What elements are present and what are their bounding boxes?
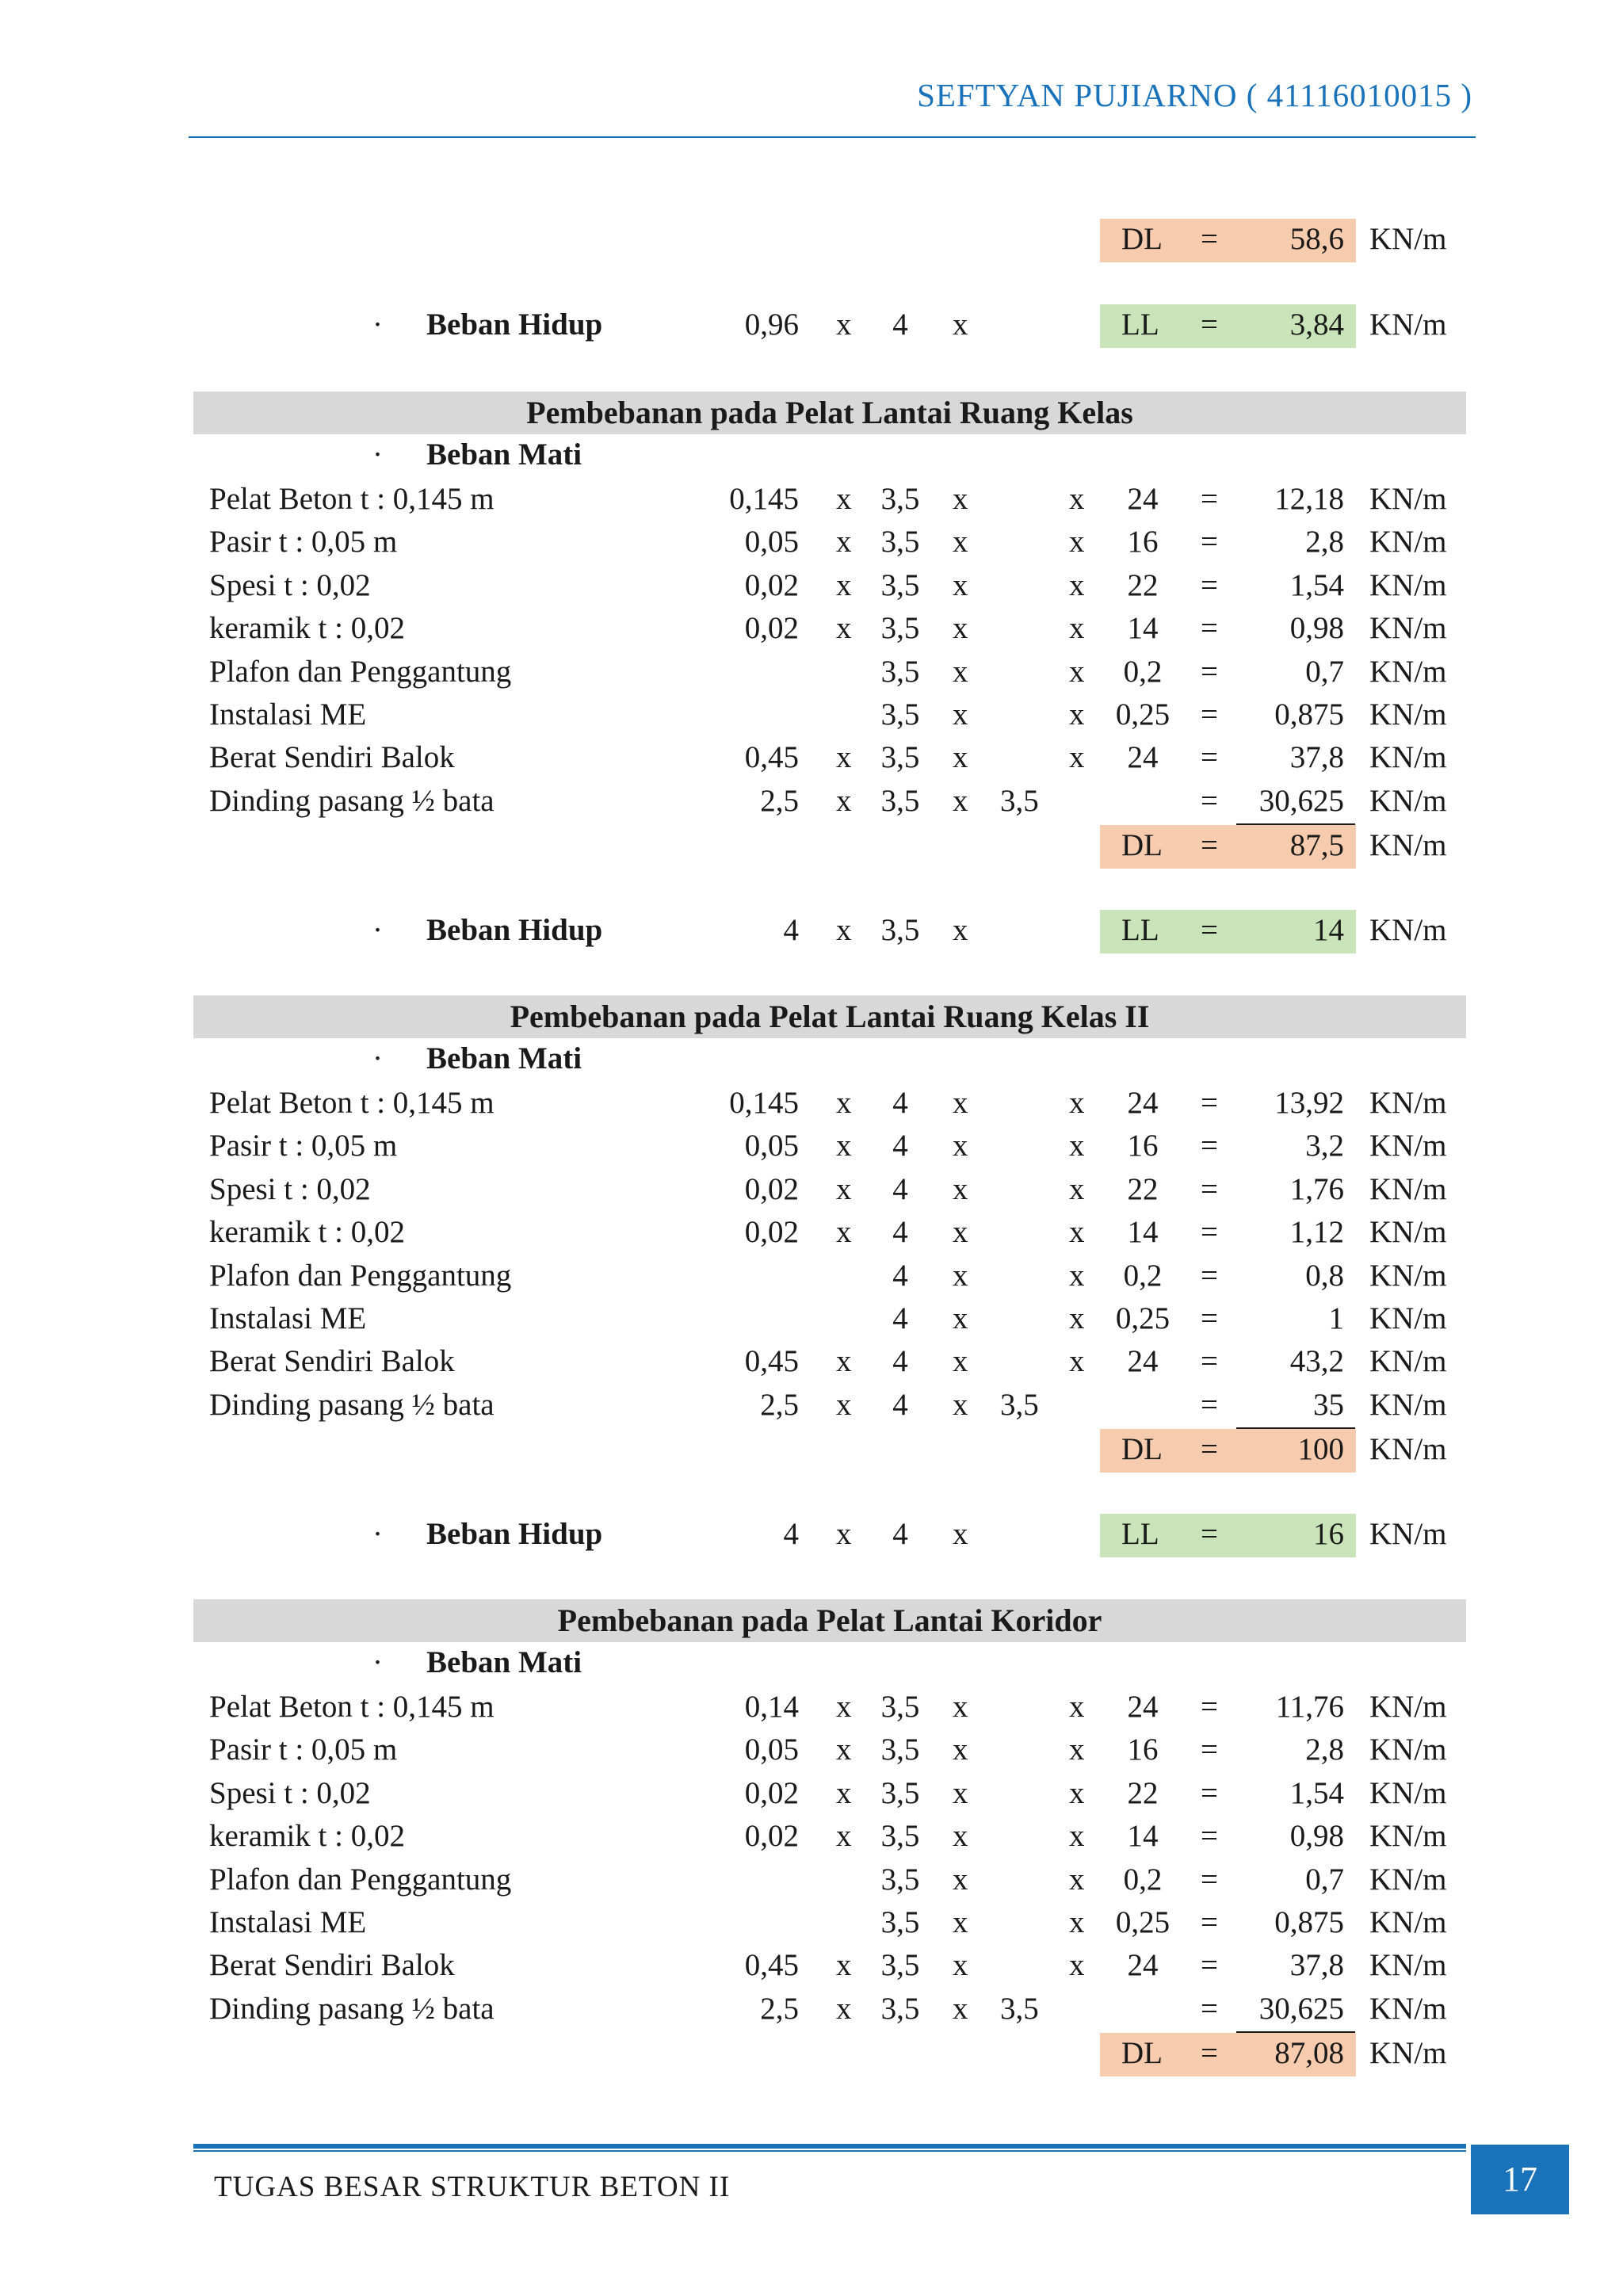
times-sign: x <box>836 1775 852 1810</box>
times-sign: x <box>953 567 968 602</box>
times-sign: x <box>836 1215 852 1250</box>
item-label: Pasir t : 0,05 m <box>209 1733 398 1767</box>
dl-label: DL <box>1121 828 1163 863</box>
table-row: Berat Sendiri Balok 0,45 x 3,5 x x 24 = 37,8 KN/m <box>0 1945 1623 1986</box>
table-row: Dinding pasang ½ bata 2,5 x 3,5 x 3,5 = 30,625 KN/m <box>0 781 1623 822</box>
equals-sign: = <box>1201 308 1218 342</box>
unit-label: KN/m <box>1369 1733 1447 1767</box>
result-value: 37,8 <box>1289 1948 1344 1983</box>
dead-load-label: Beban Mati <box>426 1645 582 1679</box>
unit-label: KN/m <box>1369 1690 1447 1724</box>
unit-label: KN/m <box>1369 1862 1447 1897</box>
result-value: 12,18 <box>1274 482 1344 516</box>
unit-label: KN/m <box>1369 740 1447 775</box>
result-value: 35 <box>1313 1387 1344 1422</box>
times-sign: x <box>836 1086 852 1120</box>
unit-label: KN/m <box>1369 1086 1447 1120</box>
equals-sign: = <box>1201 654 1218 689</box>
unit-label: KN/m <box>1369 1517 1447 1551</box>
unit-label: KN/m <box>1369 1301 1447 1335</box>
equals-sign: = <box>1201 1991 1218 2026</box>
times-sign: x <box>836 1991 852 2026</box>
unit-label: KN/m <box>1369 913 1447 947</box>
item-label: Berat Sendiri Balok <box>209 1948 455 1983</box>
dead-load-heading-row <box>0 1038 1623 1079</box>
dl-total-row <box>0 825 1623 866</box>
times-sign: x <box>836 1387 852 1422</box>
dl-total-row <box>0 1429 1623 1470</box>
times-sign: x <box>953 308 968 342</box>
unit-label: KN/m <box>1369 1905 1447 1939</box>
table-row: Spesi t : 0,02 0,02 x 3,5 x x 22 = 1,54 KN/m <box>0 565 1623 606</box>
unit-label: KN/m <box>1369 1991 1447 2026</box>
table-row: Plafon dan Penggantung 4 x x 0,2 = 0,8 KN/m <box>0 1255 1623 1297</box>
times-sign: x <box>836 1129 852 1163</box>
equals-sign: = <box>1201 1517 1218 1551</box>
times-sign: x <box>836 611 852 646</box>
thickness-value: 0,02 <box>744 1215 799 1250</box>
table-row: Berat Sendiri Balok 0,45 x 3,5 x x 24 = 37,8 KN/m <box>0 737 1623 778</box>
times-sign: x <box>1069 482 1085 516</box>
footer-rule-thick <box>193 2144 1466 2149</box>
unit-label: KN/m <box>1369 1775 1447 1810</box>
result-value: 37,8 <box>1289 740 1344 775</box>
table-row: Instalasi ME 3,5 x x 0,25 = 0,875 KN/m <box>0 694 1623 735</box>
equals-sign: = <box>1201 697 1218 732</box>
times-sign: x <box>836 525 852 560</box>
times-sign: x <box>953 1690 968 1724</box>
times-sign: x <box>953 697 968 732</box>
item-label: keramik t : 0,02 <box>209 1215 405 1250</box>
item-label: Pelat Beton t : 0,145 m <box>209 1690 495 1724</box>
thickness-value: 0,145 <box>729 1086 799 1120</box>
author-header: SEFTYAN PUJIARNO ( 41116010015 ) <box>917 77 1472 113</box>
result-value: 13,92 <box>1274 1086 1344 1120</box>
equals-sign: = <box>1201 1432 1218 1467</box>
times-sign: x <box>953 1733 968 1767</box>
times-sign: x <box>1069 1171 1085 1206</box>
equals-sign: = <box>1201 1819 1218 1854</box>
equals-sign: = <box>1201 1215 1218 1250</box>
result-value: 1,54 <box>1289 567 1344 602</box>
item-label: Spesi t : 0,02 <box>209 1171 371 1206</box>
table-row: Plafon dan Penggantung 3,5 x x 0,2 = 0,7 KN/m <box>0 1859 1623 1901</box>
live-load-label: Beban Hidup <box>426 913 603 947</box>
times-sign: x <box>953 740 968 775</box>
footer-rule-thin <box>193 2150 1466 2152</box>
times-sign: x <box>1069 654 1085 689</box>
equals-sign: = <box>1201 482 1218 516</box>
item-label: Berat Sendiri Balok <box>209 740 455 775</box>
item-label: Instalasi ME <box>209 1301 367 1335</box>
item-label: Spesi t : 0,02 <box>209 567 371 602</box>
live-load-label: Beban Hidup <box>426 1517 603 1551</box>
equals-sign: = <box>1201 1129 1218 1163</box>
unit-label: KN/m <box>1369 1948 1447 1983</box>
times-sign: x <box>1069 1129 1085 1163</box>
times-sign: x <box>953 1086 968 1120</box>
unit-label: KN/m <box>1369 525 1447 560</box>
times-sign: x <box>953 1215 968 1250</box>
times-sign: x <box>1069 1819 1085 1854</box>
table-row: keramik t : 0,02 0,02 x 4 x x 14 = 1,12 KN/m <box>0 1212 1623 1253</box>
section-title: Pembebanan pada Pelat Lantai Ruang Kelas II <box>193 995 1466 1038</box>
thickness-value: 2,5 <box>760 783 799 818</box>
table-row: Instalasi ME 3,5 x x 0,25 = 0,875 KN/m <box>0 1902 1623 1943</box>
times-sign: x <box>1069 1258 1085 1293</box>
thickness-value: 0,14 <box>744 1690 799 1724</box>
unit-label: KN/m <box>1369 1432 1447 1467</box>
table-row: keramik t : 0,02 0,02 x 3,5 x x 14 = 0,98 KN/m <box>0 608 1623 649</box>
live-load-row: LL = 16 KN/m · Beban Hidup 4 x 4 x <box>0 1514 1623 1555</box>
times-sign: x <box>1069 1690 1085 1724</box>
equals-sign: = <box>1201 913 1218 947</box>
result-value: 1,54 <box>1289 1775 1344 1810</box>
times-sign: x <box>953 1171 968 1206</box>
table-row: keramik t : 0,02 0,02 x 3,5 x x 14 = 0,98 KN/m <box>0 1816 1623 1857</box>
table-row: Berat Sendiri Balok 0,45 x 4 x x 24 = 43,2 KN/m <box>0 1341 1623 1382</box>
times-sign: x <box>1069 567 1085 602</box>
live-load-row: LL = 3,84 KN/m · Beban Hidup 0,96 x 4 x <box>0 304 1623 346</box>
bullet-icon: · <box>372 1041 383 1075</box>
times-sign: x <box>953 1905 968 1939</box>
times-sign: x <box>836 783 852 818</box>
result-value: 43,2 <box>1289 1344 1344 1379</box>
times-sign: x <box>953 1387 968 1422</box>
result-value: 3,2 <box>1305 1129 1344 1163</box>
dl-label: DL <box>1121 222 1163 256</box>
times-sign: x <box>836 913 852 947</box>
result-value: 0,7 <box>1305 1862 1344 1897</box>
item-label: Plafon dan Penggantung <box>209 1258 512 1293</box>
table-row: Dinding pasang ½ bata 2,5 x 3,5 x 3,5 = 30,625 KN/m <box>0 1988 1623 2030</box>
times-sign: x <box>836 308 852 342</box>
dead-load-label: Beban Mati <box>426 437 582 472</box>
unit-label: KN/m <box>1369 308 1447 342</box>
table-row: Pelat Beton t : 0,145 m 0,145 x 4 x x 24 = 13,92 KN/m <box>0 1083 1623 1124</box>
unit-label: KN/m <box>1369 1171 1447 1206</box>
equals-sign: = <box>1201 828 1218 863</box>
unit-label: KN/m <box>1369 1344 1447 1379</box>
item-label: Instalasi ME <box>209 1905 367 1939</box>
item-label: Dinding pasang ½ bata <box>209 1991 495 2026</box>
height-value: 3,5 <box>1000 1387 1039 1422</box>
times-sign: x <box>1069 740 1085 775</box>
times-sign: x <box>953 783 968 818</box>
factor-value: 0,96 <box>744 308 799 342</box>
unit-label: KN/m <box>1369 1258 1447 1293</box>
unit-label: KN/m <box>1369 222 1447 256</box>
thickness-value: 0,145 <box>729 482 799 516</box>
live-load-label: Beban Hidup <box>426 308 603 342</box>
dl-value: 100 <box>1297 1432 1344 1467</box>
item-label: Pelat Beton t : 0,145 m <box>209 1086 495 1120</box>
ll-value: 16 <box>1313 1517 1344 1551</box>
result-value: 1,76 <box>1289 1171 1344 1206</box>
table-row: Pasir t : 0,05 m 0,05 x 3,5 x x 16 = 2,8 KN/m <box>0 1729 1623 1771</box>
equals-sign: = <box>1201 1775 1218 1810</box>
times-sign: x <box>953 611 968 646</box>
times-sign: x <box>953 1517 968 1551</box>
equals-sign: = <box>1201 740 1218 775</box>
unit-label: KN/m <box>1369 1819 1447 1854</box>
result-value: 30,625 <box>1258 783 1344 818</box>
result-value: 11,76 <box>1275 1690 1344 1724</box>
times-sign: x <box>953 1775 968 1810</box>
unit-label: KN/m <box>1369 611 1447 646</box>
equals-sign: = <box>1201 783 1218 818</box>
result-value: 0,8 <box>1305 1258 1344 1293</box>
section-title: Pembebanan pada Pelat Lantai Koridor <box>193 1599 1466 1642</box>
result-value: 2,8 <box>1305 1733 1344 1767</box>
equals-sign: = <box>1201 2036 1218 2071</box>
times-sign: x <box>836 1344 852 1379</box>
table-row: Spesi t : 0,02 0,02 x 4 x x 22 = 1,76 KN/m <box>0 1169 1623 1210</box>
equals-sign: = <box>1201 222 1218 256</box>
result-value: 0,875 <box>1274 1905 1344 1939</box>
item-label: Plafon dan Penggantung <box>209 654 512 689</box>
dl-value: 87,08 <box>1274 2036 1344 2071</box>
equals-sign: = <box>1201 525 1218 560</box>
equals-sign: = <box>1201 611 1218 646</box>
result-value: 2,8 <box>1305 525 1344 560</box>
thickness-value: 0,02 <box>744 567 799 602</box>
item-label: Spesi t : 0,02 <box>209 1775 371 1810</box>
unit-label: KN/m <box>1369 1215 1447 1250</box>
times-sign: x <box>836 482 852 516</box>
thickness-value: 0,05 <box>744 525 799 560</box>
times-sign: x <box>836 1171 852 1206</box>
times-sign: x <box>1069 1948 1085 1983</box>
bullet-icon: · <box>372 1645 383 1679</box>
unit-label: KN/m <box>1369 654 1447 689</box>
table-row: Instalasi ME 4 x x 0,25 = 1 KN/m <box>0 1298 1623 1339</box>
page-number: 17 <box>1471 2145 1569 2214</box>
table-row: Dinding pasang ½ bata 2,5 x 4 x 3,5 = 35 KN/m <box>0 1385 1623 1426</box>
times-sign: x <box>953 1258 968 1293</box>
times-sign: x <box>953 1948 968 1983</box>
thickness-value: 0,02 <box>744 611 799 646</box>
thickness-value: 0,45 <box>744 1948 799 1983</box>
result-value: 0,7 <box>1305 654 1344 689</box>
result-value: 30,625 <box>1258 1991 1344 2026</box>
times-sign: x <box>953 525 968 560</box>
times-sign: x <box>836 1948 852 1983</box>
height-value: 3,5 <box>1000 1991 1039 2026</box>
bullet-icon: · <box>372 1517 383 1551</box>
section-title: Pembebanan pada Pelat Lantai Ruang Kelas <box>193 392 1466 434</box>
bullet-icon: · <box>372 913 383 947</box>
ll-value: 14 <box>1313 913 1344 947</box>
item-label: Pasir t : 0,05 m <box>209 525 398 560</box>
times-sign: x <box>836 1690 852 1724</box>
times-sign: x <box>1069 1215 1085 1250</box>
equals-sign: = <box>1201 1344 1218 1379</box>
times-sign: x <box>1069 1086 1085 1120</box>
dl-total-row <box>0 2033 1623 2074</box>
bullet-icon: · <box>372 437 383 472</box>
result-value: 0,875 <box>1274 697 1344 732</box>
times-sign: x <box>836 1517 852 1551</box>
result-value: 1 <box>1328 1301 1344 1335</box>
dead-load-heading-row <box>0 1642 1623 1683</box>
equals-sign: = <box>1201 1733 1218 1767</box>
table-row: Pasir t : 0,05 m 0,05 x 3,5 x x 16 = 2,8 KN/m <box>0 521 1623 563</box>
live-load-row: LL = 14 KN/m · Beban Hidup 4 x 3,5 x <box>0 910 1623 951</box>
thickness-value: 0,45 <box>744 1344 799 1379</box>
times-sign: x <box>953 1301 968 1335</box>
dl-total-row <box>0 219 1623 260</box>
times-sign: x <box>1069 1344 1085 1379</box>
equals-sign: = <box>1201 1171 1218 1206</box>
unit-label: KN/m <box>1369 1129 1447 1163</box>
dl-label: DL <box>1121 1432 1163 1467</box>
item-label: Berat Sendiri Balok <box>209 1344 455 1379</box>
dead-load-label: Beban Mati <box>426 1041 582 1075</box>
table-row: Pelat Beton t : 0,145 m 0,14 x 3,5 x x 24 = 11,76 KN/m <box>0 1687 1623 1728</box>
ll-label: LL <box>1121 1517 1159 1551</box>
result-value: 1,12 <box>1289 1215 1344 1250</box>
thickness-value: 2,5 <box>760 1387 799 1422</box>
thickness-value: 0,05 <box>744 1129 799 1163</box>
times-sign: x <box>953 1862 968 1897</box>
times-sign: x <box>1069 1862 1085 1897</box>
equals-sign: = <box>1201 1086 1218 1120</box>
equals-sign: = <box>1201 1258 1218 1293</box>
times-sign: x <box>836 740 852 775</box>
thickness-value: 0,02 <box>744 1171 799 1206</box>
item-label: Pelat Beton t : 0,145 m <box>209 482 495 516</box>
thickness-value: 0,02 <box>744 1775 799 1810</box>
factor-value: 4 <box>783 913 799 947</box>
ll-value: 3,84 <box>1289 308 1344 342</box>
dl-label: DL <box>1121 2036 1163 2071</box>
times-sign: x <box>1069 1733 1085 1767</box>
unit-label: KN/m <box>1369 828 1447 863</box>
item-label: Instalasi ME <box>209 697 367 732</box>
item-label: Plafon dan Penggantung <box>209 1862 512 1897</box>
equals-sign: = <box>1201 567 1218 602</box>
times-sign: x <box>953 1991 968 2026</box>
times-sign: x <box>1069 697 1085 732</box>
height-value: 3,5 <box>1000 783 1039 818</box>
table-row: Pelat Beton t : 0,145 m 0,145 x 3,5 x x 24 = 12,18 KN/m <box>0 479 1623 520</box>
table-row: Pasir t : 0,05 m 0,05 x 4 x x 16 = 3,2 KN/m <box>0 1125 1623 1167</box>
times-sign: x <box>953 1129 968 1163</box>
equals-sign: = <box>1201 1862 1218 1897</box>
equals-sign: = <box>1201 1301 1218 1335</box>
item-label: keramik t : 0,02 <box>209 1819 405 1854</box>
times-sign: x <box>953 1344 968 1379</box>
times-sign: x <box>836 1733 852 1767</box>
times-sign: x <box>953 1819 968 1854</box>
item-label: Dinding pasang ½ bata <box>209 1387 495 1422</box>
unit-label: KN/m <box>1369 697 1447 732</box>
equals-sign: = <box>1201 1948 1218 1983</box>
unit-label: KN/m <box>1369 567 1447 602</box>
result-value: 0,98 <box>1289 611 1344 646</box>
item-label: Dinding pasang ½ bata <box>209 783 495 818</box>
table-row: Spesi t : 0,02 0,02 x 3,5 x x 22 = 1,54 KN/m <box>0 1773 1623 1814</box>
times-sign: x <box>1069 1301 1085 1335</box>
table-row: Plafon dan Penggantung 3,5 x x 0,2 = 0,7 KN/m <box>0 651 1623 693</box>
times-sign: x <box>836 567 852 602</box>
thickness-value: 0,05 <box>744 1733 799 1767</box>
unit-label: KN/m <box>1369 482 1447 516</box>
equals-sign: = <box>1201 1387 1218 1422</box>
unit-label: KN/m <box>1369 783 1447 818</box>
times-sign: x <box>953 654 968 689</box>
bullet-icon: · <box>372 308 383 342</box>
unit-label: KN/m <box>1369 2036 1447 2071</box>
times-sign: x <box>836 1819 852 1854</box>
item-label: Pasir t : 0,05 m <box>209 1129 398 1163</box>
dl-value: 58,6 <box>1289 222 1344 256</box>
item-label: keramik t : 0,02 <box>209 611 405 646</box>
thickness-value: 0,02 <box>744 1819 799 1854</box>
dead-load-heading-row <box>0 434 1623 476</box>
unit-label: KN/m <box>1369 1387 1447 1422</box>
equals-sign: = <box>1201 1690 1218 1724</box>
result-value: 0,98 <box>1289 1819 1344 1854</box>
times-sign: x <box>953 482 968 516</box>
course-footer: TUGAS BESAR STRUKTUR BETON II <box>214 2171 731 2203</box>
ll-label: LL <box>1121 913 1159 947</box>
times-sign: x <box>1069 611 1085 646</box>
times-sign: x <box>953 913 968 947</box>
dl-value: 87,5 <box>1289 828 1344 863</box>
times-sign: x <box>1069 1775 1085 1810</box>
equals-sign: = <box>1201 1905 1218 1939</box>
times-sign: x <box>1069 1905 1085 1939</box>
times-sign: x <box>1069 525 1085 560</box>
ll-label: LL <box>1121 308 1159 342</box>
factor-value: 4 <box>783 1517 799 1551</box>
thickness-value: 0,45 <box>744 740 799 775</box>
thickness-value: 2,5 <box>760 1991 799 2026</box>
